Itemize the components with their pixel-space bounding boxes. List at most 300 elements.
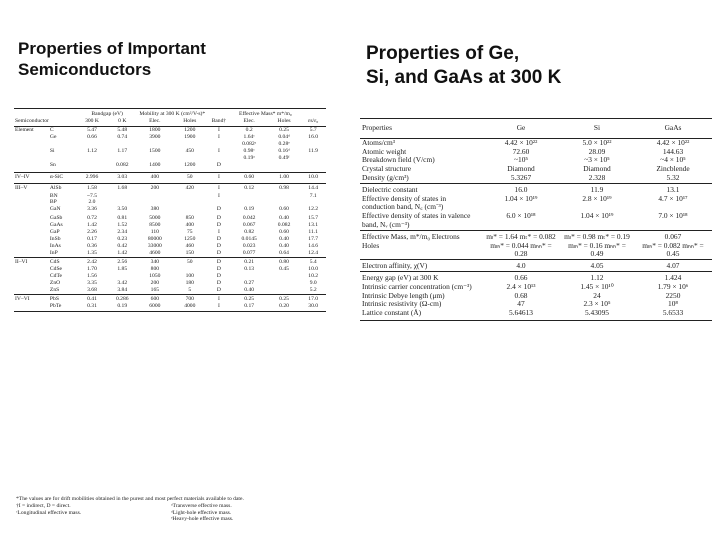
table-row: [14, 127, 326, 134]
property-value: mₗ* = 1.64 mₜ* = 0.082: [482, 230, 560, 241]
table-cell: BP: [49, 199, 57, 206]
table-cell: [77, 155, 107, 162]
property-value: 1.04 × 10¹⁹: [504, 193, 538, 203]
table-cell: CdS: [49, 257, 77, 266]
table-cell: [14, 250, 49, 257]
table-cell: 200: [150, 280, 160, 287]
table-cell: D: [216, 161, 221, 168]
table-cell: [268, 280, 301, 287]
table-cell: [49, 141, 77, 148]
property-value: 5.64613: [482, 309, 560, 320]
table-row: [14, 148, 326, 155]
table-cell: ZnS: [49, 287, 60, 293]
table-cell: 1.35: [87, 249, 97, 256]
table-cell: GaAs: [49, 222, 63, 229]
header-column-label: Semiconductor: [14, 118, 77, 127]
table-cell: 0.41: [77, 294, 107, 303]
table-cell: D: [216, 249, 221, 256]
table-cell: 0.98ᶜ: [243, 147, 255, 154]
table-cell: 50: [172, 173, 207, 184]
table-cell: I: [217, 229, 220, 236]
table-cell: 165: [150, 287, 160, 293]
footnote-light-hole: ᵈLight-hole effective mass.: [171, 509, 232, 516]
table-cell: 340: [137, 257, 172, 266]
property-value: 28.09: [588, 146, 606, 156]
table-cell: 110: [150, 229, 159, 236]
footnote-band-type: †I = indirect, D = direct.: [16, 502, 71, 509]
table-cell: GaSb: [49, 215, 63, 222]
table-cell: 33000: [147, 242, 162, 249]
table-row: [14, 236, 326, 243]
table-cell: 3.35: [87, 280, 97, 287]
table-cell: [172, 206, 207, 215]
table-row: [360, 260, 712, 272]
property-value: 1.12: [560, 271, 634, 282]
table-cell: 4600: [149, 249, 161, 256]
property-value: 72.60: [512, 146, 530, 156]
table-cell: 11.1: [308, 229, 318, 236]
left-footnotes: [16, 496, 326, 523]
table-cell: 3.36: [87, 206, 97, 213]
table-row: [14, 303, 326, 311]
property-label: Holes: [362, 240, 380, 250]
table-cell: 0.19ᵃ: [243, 154, 255, 161]
property-value: 0.067: [634, 230, 712, 241]
table-cell: [172, 199, 207, 206]
table-cell: I: [217, 133, 220, 140]
table-cell: 3.42: [117, 280, 128, 287]
table-row: [14, 215, 326, 222]
left-title-line1: Properties of Important: [18, 39, 206, 58]
table-cell: 0.25: [279, 127, 289, 133]
table-cell: 850: [185, 215, 194, 222]
table-cell: 1.68: [107, 184, 137, 193]
table-cell: [107, 155, 137, 162]
table-cell: [268, 273, 301, 280]
property-value: mₗₕ* = 0.044 mₕₕ* = 0.28: [490, 240, 552, 259]
table-cell: 0.19: [244, 206, 255, 213]
table-row: [14, 222, 326, 229]
table-row: [14, 155, 326, 162]
property-label: Breakdown field (V/cm): [362, 155, 435, 165]
property-value: 1.424: [634, 271, 712, 282]
header-column-label: Band†: [207, 118, 230, 127]
table-cell: 12.4: [308, 249, 319, 256]
table-cell: 0.077: [242, 249, 256, 256]
table-cell: 0.2: [245, 127, 253, 133]
table-cell: 0.082: [277, 222, 291, 229]
table-cell: 5.47: [87, 127, 97, 133]
table-cell: 0.49ᶠ: [278, 154, 290, 161]
property-value: Diamond: [583, 164, 611, 174]
table-cell: IV–VI: [14, 294, 49, 303]
table-row: [14, 287, 326, 294]
table-cell: 11.9: [308, 147, 318, 154]
table-cell: [231, 199, 268, 206]
property-value: Zincblende: [656, 164, 690, 174]
table-cell: 10.2: [308, 273, 319, 280]
table-row: [360, 183, 712, 194]
property-value: 0.68: [514, 290, 528, 300]
table-cell: 0.40: [279, 242, 289, 249]
table-cell: 380: [150, 206, 160, 213]
table-cell: 5.2: [309, 287, 317, 293]
property-value: 11.9: [560, 183, 634, 194]
table-cell: 400: [137, 173, 172, 184]
table-cell: 0.16ᵈ: [278, 147, 290, 154]
table-row: [14, 250, 326, 257]
table-cell: 800: [150, 266, 160, 273]
property-value: 2.8 × 10¹⁹: [582, 193, 612, 203]
table-cell: 0.067: [242, 222, 256, 229]
table-row: [360, 230, 712, 241]
footnote-transverse: ᵃTransverse effective mass.: [171, 502, 232, 509]
table-cell: 0.082ᵃ: [242, 140, 257, 147]
table-cell: 75: [186, 229, 193, 236]
ge-si-gaas-properties-table: [360, 118, 712, 321]
table-cell: 9.0: [309, 280, 317, 287]
table-cell: 0.82: [244, 229, 255, 236]
property-value: 5.43095: [560, 309, 634, 320]
table-row: [14, 193, 326, 200]
property-value: 5.3267: [510, 172, 532, 182]
table-cell: II–VI: [14, 257, 49, 266]
table-cell: I: [217, 192, 220, 199]
table-cell: 0.04ᵈ: [278, 133, 290, 140]
table-cell: 0.23: [117, 236, 128, 243]
table-cell: PbTe: [49, 303, 77, 311]
property-value: 0.66: [482, 271, 560, 282]
property-value: 2250: [665, 290, 681, 300]
table-cell: 1.17: [117, 147, 128, 154]
property-value: 5.6533: [634, 309, 712, 320]
property-value: ~4 × 10⁵: [660, 155, 686, 165]
table-cell: 30.0: [300, 303, 326, 311]
table-cell: III–V: [14, 184, 49, 193]
column-header: Ge: [482, 119, 560, 139]
table-cell: 0.40: [279, 215, 289, 222]
table-cell: 0.40: [279, 236, 289, 243]
footnote-drift-mobility: *The values are for drift mobilities obtained in the purest and most perfect materials available to date.: [16, 496, 244, 502]
table-cell: 0.81: [117, 215, 128, 222]
table-cell: 13.1: [308, 222, 319, 229]
property-value: 13.1: [634, 183, 712, 194]
table-cell: D: [216, 287, 221, 293]
semiconductor-properties-table: [14, 108, 326, 312]
table-cell: InP: [49, 249, 58, 256]
table-row: [360, 195, 712, 213]
header-column-label: εs/ε₀: [300, 118, 326, 127]
property-value: 144.63: [662, 146, 684, 156]
header-top-cell: [14, 109, 49, 118]
table-cell: [77, 141, 107, 148]
table-row: [14, 162, 326, 173]
property-label: Atomic weight: [362, 146, 407, 156]
table-cell: 5000: [149, 215, 161, 222]
table-cell: [231, 273, 268, 280]
table-cell: 0.19: [107, 303, 137, 311]
table-cell: I: [207, 294, 230, 303]
table-cell: 1050: [149, 273, 161, 280]
table-cell: D: [207, 257, 230, 266]
right-title-line2: Si, and GaAs at 300 K: [366, 67, 562, 88]
table-cell: 1500: [149, 147, 161, 154]
header-column-label: Elec.: [231, 118, 268, 127]
table-cell: 0.17: [231, 303, 268, 311]
property-label: Intrinsic carrier concentration (cm⁻³): [362, 281, 472, 291]
table-cell: D: [216, 206, 221, 213]
property-value: 5.32: [666, 172, 680, 182]
table-cell: 0.13: [244, 266, 255, 273]
table-row: [14, 243, 326, 250]
property-value: 5.0 × 10²²: [582, 137, 612, 147]
table-cell: CdSe: [49, 266, 63, 273]
table-row: [14, 294, 326, 303]
table-cell: D: [216, 273, 221, 280]
table-cell: 2.26: [87, 229, 97, 236]
table-cell: [137, 193, 172, 200]
table-cell: [107, 199, 137, 206]
table-cell: 14.4: [300, 184, 326, 193]
header-column-label: Elec.: [137, 118, 172, 127]
column-header: Properties: [360, 119, 482, 139]
table-cell: 0.12: [231, 184, 268, 193]
property-value: 10⁸: [668, 299, 678, 309]
table-cell: 2.56: [107, 257, 137, 266]
table-cell: [14, 155, 49, 162]
table-cell: [14, 273, 49, 280]
table-cell: Element: [15, 127, 34, 133]
header-column-label: Holes: [172, 118, 207, 127]
table-cell: 2.42: [77, 257, 107, 266]
table-cell: PbS: [49, 294, 77, 303]
table-cell: 4000: [172, 303, 207, 311]
table-cell: 0.60: [231, 173, 268, 184]
table-row: [360, 309, 712, 320]
table-cell: 1.52: [117, 222, 128, 229]
property-value: 7.0 × 10¹⁸: [658, 211, 688, 221]
table-cell: 8500: [149, 222, 161, 229]
table-cell: 0.36: [87, 242, 97, 249]
table-row: [14, 280, 326, 287]
table-cell: [14, 206, 49, 215]
table-cell: [49, 155, 77, 162]
property-value: mₗₕ* = 0.082 mₕₕ* = 0.45: [642, 240, 704, 259]
table-cell: 6000: [137, 303, 172, 311]
table-cell: 0.64: [279, 249, 289, 256]
table-cell: [14, 229, 49, 236]
table-cell: 450: [185, 147, 194, 154]
table-cell: [172, 266, 207, 273]
table-row: [14, 206, 326, 215]
header-column-label: Holes: [268, 118, 301, 127]
table-cell: 200: [137, 184, 172, 193]
table-cell: [268, 162, 301, 173]
table-cell: 400: [185, 222, 194, 229]
header-column-label: 0 K: [107, 118, 137, 127]
property-label: Lattice constant (Å): [360, 309, 482, 320]
table-cell: [14, 162, 49, 173]
table-cell: [14, 287, 49, 294]
property-value: 4.05: [560, 260, 634, 272]
table-cell: 3.03: [107, 173, 137, 184]
table-cell: 0.74: [117, 133, 128, 140]
table-row: [14, 199, 326, 206]
table-cell: 0.082: [115, 161, 129, 168]
table-cell: [137, 141, 172, 148]
table-cell: [107, 193, 137, 200]
table-cell: 15.7: [308, 215, 319, 222]
table-cell: 3.84: [117, 287, 128, 293]
table-cell: 0.72: [87, 215, 97, 222]
header-column-label: 300 K: [77, 118, 107, 127]
table-row: [360, 174, 712, 183]
table-cell: 0.80: [268, 257, 301, 266]
header-top-cell: Mobility at 300 K (cm²/V-s)*: [137, 109, 207, 118]
table-cell: [268, 193, 301, 200]
table-row: [14, 173, 326, 184]
table-cell: 100: [185, 273, 194, 280]
table-cell: 3.68: [87, 287, 97, 293]
table-cell: [268, 287, 301, 294]
table-cell: 1200: [184, 161, 196, 168]
table-cell: 1400: [149, 161, 161, 168]
footnote-longitudinal: ᶜLongitudinal effective mass.: [16, 509, 82, 516]
table-cell: 2.0: [88, 199, 96, 206]
table-cell: 150: [185, 249, 194, 256]
table-cell: C: [49, 127, 54, 133]
property-value: 1.45 × 10¹⁰: [580, 281, 614, 291]
table-cell: 0.25: [268, 294, 301, 303]
table-cell: α-SiC: [49, 173, 77, 184]
table-cell: I: [207, 173, 230, 184]
table-cell: 700: [172, 294, 207, 303]
table-cell: 0.286: [107, 294, 137, 303]
table-cell: InSb: [49, 236, 61, 243]
table-cell: [207, 199, 230, 206]
table-cell: D: [216, 266, 221, 273]
table-cell: 16.0: [308, 133, 319, 140]
table-cell: [172, 141, 207, 148]
table-cell: [137, 155, 172, 162]
table-cell: [207, 155, 230, 162]
table-cell: [14, 193, 49, 200]
table-cell: Sn: [49, 161, 56, 168]
table-cell: Si: [49, 147, 55, 154]
table-cell: [172, 193, 207, 200]
table-cell: GaN: [49, 206, 61, 213]
table-cell: 0.60: [279, 229, 289, 236]
table-cell: 460: [185, 242, 194, 249]
property-value: mₗₕ* = 0.16 mₕₕ* = 0.49: [568, 240, 626, 259]
header-top-cell: [49, 109, 77, 118]
table-cell: 0.0145: [241, 236, 257, 243]
left-table-container: [14, 108, 326, 540]
property-label: Dielectric constant: [360, 183, 482, 194]
property-label: Energy gap (eV) at 300 K: [360, 271, 482, 282]
table-cell: [14, 236, 49, 243]
table-row: [360, 138, 712, 147]
table-cell: [14, 141, 49, 148]
property-value: 24: [593, 290, 601, 300]
table-cell: 1.42: [117, 249, 128, 256]
table-cell: 2.996: [77, 173, 107, 184]
table-cell: 0.60: [279, 206, 289, 213]
right-title-line1: Properties of Ge,: [366, 43, 520, 64]
table-cell: 5.48: [117, 127, 128, 133]
table-cell: 0.42: [117, 242, 128, 249]
table-cell: 1.70: [87, 266, 97, 273]
table-cell: 180: [185, 280, 194, 287]
table-cell: 0.25: [231, 294, 268, 303]
table-cell: GaP: [49, 229, 60, 236]
property-value: Diamond: [507, 164, 535, 174]
header-top-cell: Effective Mass* m*/m₀: [231, 109, 301, 118]
table-cell: 1.56: [87, 273, 97, 280]
header-top-cell: [207, 109, 230, 118]
table-cell: 3900: [149, 133, 161, 140]
table-cell: 1.12: [87, 147, 97, 154]
property-label: Crystal structure: [362, 164, 412, 174]
table-cell: 0.21: [231, 257, 268, 266]
property-value: 4.07: [634, 260, 712, 272]
table-cell: D: [216, 280, 221, 287]
header-top-cell: [300, 109, 326, 118]
table-cell: 0.28ᵉ: [278, 140, 290, 147]
property-value: 16.0: [482, 183, 560, 194]
table-cell: 50: [172, 257, 207, 266]
table-cell: [300, 162, 326, 173]
table-cell: 0.042: [242, 215, 256, 222]
table-cell: 14.6: [308, 242, 319, 249]
table-cell: [172, 155, 207, 162]
table-cell: D: [216, 215, 221, 222]
table-cell: 10.0: [300, 173, 326, 184]
table-cell: [14, 280, 49, 287]
table-row: [14, 257, 326, 266]
footnote-row: [16, 503, 326, 510]
table-cell: I: [217, 127, 220, 133]
table-cell: 1.00: [268, 173, 301, 184]
table-row: [14, 141, 326, 148]
table-cell: 12.2: [308, 206, 319, 213]
property-value: 4.0: [482, 260, 560, 272]
right-title: [366, 42, 706, 90]
footnote-row: [16, 516, 326, 523]
table-cell: D: [216, 242, 221, 249]
table-cell: [300, 155, 326, 162]
property-value: 2.3 × 10⁵: [583, 299, 611, 309]
table-cell: 420: [172, 184, 207, 193]
table-row: [14, 229, 326, 236]
table-cell: 0.17: [87, 236, 97, 243]
table-cell: [107, 141, 137, 148]
table-cell: [207, 141, 230, 148]
property-label: Effective density of states in conduction band, N꜀ (cm⁻³): [362, 193, 447, 212]
table-cell: CdTe: [49, 273, 62, 280]
table-cell: 0.66: [87, 133, 97, 140]
table-cell: 5: [188, 287, 192, 293]
property-value: ~3 × 10⁵: [584, 155, 610, 165]
property-value: 2.4 × 10¹³: [506, 281, 536, 291]
property-value: 1.79 × 10⁶: [657, 281, 689, 291]
property-label: Effective density of states in valence band, Nᵥ (cm⁻³): [362, 211, 471, 229]
table-cell: 17.7: [308, 236, 319, 243]
table-cell: 0.023: [242, 242, 256, 249]
property-value: 4.42 × 10²²: [504, 137, 538, 147]
header-top-cell: Bandgap (eV): [77, 109, 138, 118]
table-cell: [14, 215, 49, 222]
